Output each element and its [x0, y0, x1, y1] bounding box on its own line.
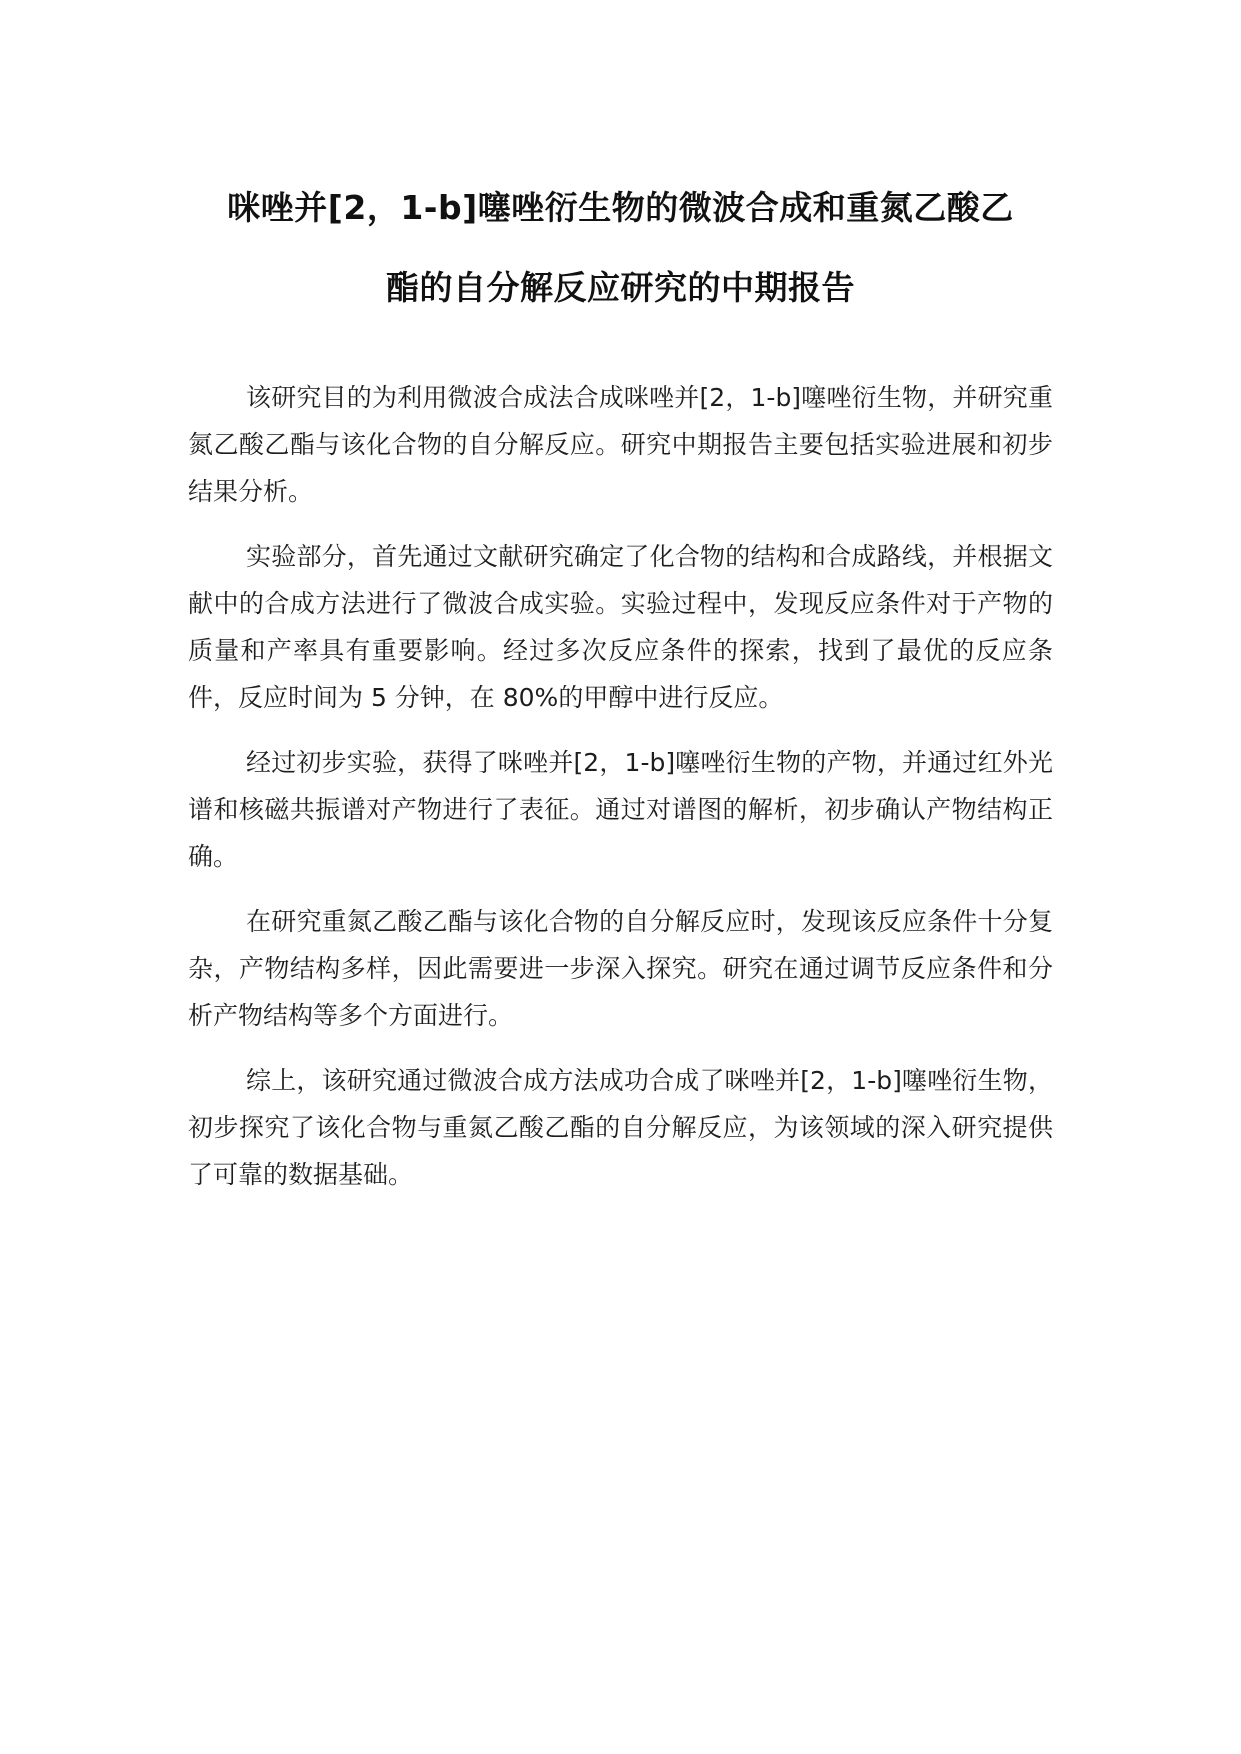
paragraph-characterization: 经过初步实验，获得了咪唑并[2，1-b]噻唑衍生物的产物，并通过红外光谱和核磁共振谱对产物进行了表征。通过对谱图的解析，初步确认产物结构正确。	[188, 748, 1053, 871]
document-body	[188, 374, 1053, 1216]
paragraph-intro: 该研究目的为利用微波合成法合成咪唑并[2，1-b]噻唑衍生物，并研究重氮乙酸乙酯与该化合物的自分解反应。研究中期报告主要包括实验进展和初步结果分析。	[188, 383, 1053, 506]
paragraph-summary: 综上，该研究通过微波合成方法成功合成了咪唑并[2，1-b]噻唑衍生物，初步探究了该化合物与重氮乙酸乙酯的自分解反应，为该领域的深入研究提供了可靠的数据基础。	[188, 1066, 1053, 1189]
paragraph-experiment: 实验部分，首先通过文献研究确定了化合物的结构和合成路线，并根据文献中的合成方法进行了微波合成实验。实验过程中，发现反应条件对于产物的质量和产率具有重要影响。经过多次反应条件的探索，找到了最优的反应条件，反应时间为 5 分钟，在 80%的甲醇中进行反应。	[188, 542, 1053, 712]
title-line-1: 咪唑并[2，1-b]噻唑衍生物的微波合成和重氮乙酸乙	[227, 188, 1014, 227]
paragraph-decomposition: 在研究重氮乙酸乙酯与该化合物的自分解反应时，发现该反应条件十分复杂，产物结构多样，因此需要进一步深入探究。研究在通过调节反应条件和分析产物结构等多个方面进行。	[188, 907, 1053, 1030]
document-title	[150, 168, 1091, 328]
title-line-2: 酯的自分解反应研究的中期报告	[386, 268, 855, 307]
